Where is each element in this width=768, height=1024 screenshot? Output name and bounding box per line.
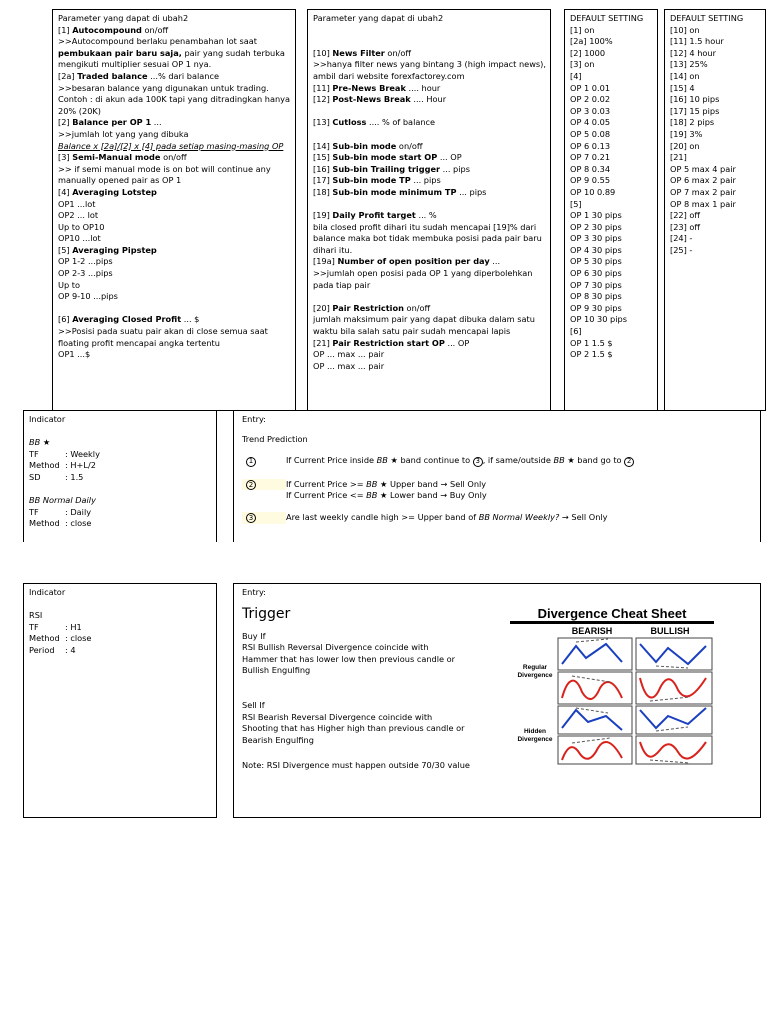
- param2-line: [313, 233, 545, 245]
- param2-param-name: Sub-bin mode minimum TP: [332, 186, 457, 197]
- buy-rule-3: Bullish Engulfing: [242, 665, 311, 676]
- param1-line: [58, 141, 290, 153]
- param2-line: [313, 152, 545, 164]
- param2-text: OP ... max ... pair: [313, 349, 385, 360]
- param1-text: Contoh : di akun ada 100K tapi yang ditradingkan hanya: [58, 94, 291, 105]
- param1-line: [58, 129, 290, 141]
- entry-title: Entry:: [242, 414, 266, 424]
- param2-line: [313, 141, 545, 153]
- tf-label: TF: [29, 448, 39, 459]
- method-label: Method: [29, 460, 60, 471]
- default-setting-item: OP 7 0.21: [570, 152, 611, 163]
- default-setting-item: [4]: [570, 70, 582, 81]
- param1-param-name: pembukaan pair baru saja,: [58, 47, 182, 58]
- param1-param-value: on/off: [160, 152, 187, 163]
- param2-index: [18]: [313, 186, 333, 197]
- param2-line: [313, 25, 545, 37]
- sd-value: : 1.5: [65, 471, 84, 482]
- param1-param-name: Averaging Pipstep: [72, 244, 157, 255]
- param1-line: [58, 268, 290, 280]
- default-setting-item: [13] 25%: [670, 59, 708, 70]
- default-setting-item: OP 6 30 pips: [570, 268, 622, 279]
- param1-text: Balance x [2a]/[2] x [4] pada setiap masing-masing OP: [58, 140, 284, 151]
- default-setting-item: OP 7 30 pips: [570, 279, 622, 290]
- step-3: [242, 512, 755, 524]
- indicator-title-2: Indicator: [29, 587, 66, 597]
- step-3-text-b: → Sell Only: [559, 511, 608, 522]
- default-setting-item: [16] 10 pips: [670, 94, 720, 105]
- param2-line: [313, 245, 545, 257]
- regular-divergence-label-1: Regular: [522, 664, 548, 671]
- buy-rule-2: Hammer that has lower low then previous candle or: [242, 653, 456, 664]
- param1-param-name: Averaging Lotstep: [72, 186, 157, 197]
- default-setting-item: [21]: [670, 152, 687, 163]
- param2-line: [313, 164, 545, 176]
- default-setting-item: OP 1 30 pips: [570, 210, 622, 221]
- default-setting-item: [25] -: [670, 244, 693, 255]
- param2-line: [313, 59, 545, 71]
- default-setting-item: OP 3 30 pips: [570, 233, 622, 244]
- step-1-text: If Current Price inside: [286, 455, 377, 466]
- entry-title-2: Entry:: [242, 587, 266, 597]
- param1-index: [2a]: [58, 70, 78, 81]
- param2-index: [21]: [313, 337, 333, 348]
- param1-line: [58, 338, 290, 350]
- cheat-sheet-title: Divergence Cheat Sheet: [537, 606, 687, 621]
- default-setting-item: [22] off: [670, 210, 701, 221]
- param2-param-value: ... OP: [437, 152, 462, 163]
- divergence-cheat-sheet: [510, 606, 714, 766]
- param2-param-value: ... pips: [456, 186, 487, 197]
- param2-index: [14]: [313, 140, 333, 151]
- default-setting-item: OP 8 30 pips: [570, 291, 622, 302]
- param1-text: OP 1-2 ...pips: [58, 256, 113, 267]
- param1-text: OP 2-3 ...pips: [58, 268, 113, 279]
- param2-line: [313, 71, 545, 83]
- param1-text: OP10 ...lot: [58, 233, 101, 244]
- default-setting-item: OP 9 0.55: [570, 175, 611, 186]
- param1-line: [58, 349, 290, 361]
- param1-line: [58, 303, 290, 315]
- step-1-text-b: band continue to: [397, 455, 473, 466]
- param1-text: OP 9-10 ...pips: [58, 291, 118, 302]
- step-2: [242, 479, 755, 502]
- default-setting-item: OP 1 1.5 $: [570, 337, 613, 348]
- rsi-period-value: : 4: [65, 644, 76, 655]
- param1-text: >>jumlah lot yang yang dibuka: [58, 128, 189, 139]
- bb-star-ref: BB ★: [376, 455, 398, 466]
- trigger-heading: Trigger: [242, 605, 291, 622]
- param1-line: [58, 83, 290, 95]
- sell-if-label: Sell If: [242, 700, 265, 711]
- param1-line: [58, 25, 290, 37]
- param2-param-value: on/off: [384, 47, 412, 58]
- param1-param-name: Balance per OP 1: [72, 117, 152, 128]
- default-setting-item: [12] 4 hour: [670, 47, 716, 58]
- parameter-panel-1: [52, 9, 296, 411]
- param1-param-value: ...: [151, 117, 162, 128]
- param1-line: [58, 13, 290, 25]
- param2-param-value: .... hour: [405, 82, 441, 93]
- default-setting-panel-1: [564, 9, 658, 411]
- param2-param-value: .... Hour: [410, 94, 447, 105]
- regular-bearish-rsi: [562, 676, 622, 699]
- rsi-tf-label: TF: [29, 621, 39, 632]
- default-setting-item: OP 8 0.34: [570, 163, 611, 174]
- default-setting-item: OP 2 1.5 $: [570, 349, 613, 360]
- default-setting-item: OP 6 max 2 pair: [670, 175, 736, 186]
- default-setting-item: OP 4 30 pips: [570, 244, 622, 255]
- param1-text: OP1 ...lot: [58, 198, 96, 209]
- rsi-method-value: : close: [65, 633, 92, 644]
- param2-line: [313, 83, 545, 95]
- param2-line: [313, 199, 545, 211]
- param2-param-name: Pair Restriction start OP: [332, 337, 445, 348]
- default-setting-item: [2a] 100%: [570, 36, 613, 47]
- default-setting-item: [3] on: [570, 59, 595, 70]
- default-setting-item: OP 10 0.89: [570, 186, 616, 197]
- param1-line: [58, 280, 290, 292]
- default-setting-item: DEFAULT SETTING: [670, 13, 744, 23]
- param1-line: [58, 106, 290, 118]
- param1-param-value: pair yang sudah terbuka: [181, 47, 285, 58]
- bb-normal-label: BB Normal Daily: [29, 495, 96, 506]
- default-setting-item: OP 5 0.08: [570, 128, 611, 139]
- param1-text: 20% (20K): [58, 105, 101, 116]
- param1-param-value: ... $: [181, 314, 200, 325]
- default-setting-item: OP 1 0.01: [570, 82, 611, 93]
- param1-line: [58, 222, 290, 234]
- sell-rule-1: RSI Bearish Reversal Divergence coincide with: [242, 711, 433, 722]
- default-setting-item: OP 2 0.02: [570, 94, 611, 105]
- default-setting-item: [1] on: [570, 24, 595, 35]
- default-setting-item: [18] 2 pips: [670, 117, 715, 128]
- param2-line: [313, 129, 545, 141]
- param1-index: [2]: [58, 117, 73, 128]
- default-setting-item: OP 3 0.03: [570, 105, 611, 116]
- parameter-panel-2: [307, 9, 551, 411]
- param1-line: [58, 187, 290, 199]
- param2-text: ambil dari website forexfactorey.com: [313, 70, 465, 81]
- bb-star-label: BB ★: [29, 437, 51, 448]
- param1-param-value: ...% dari balance: [147, 70, 220, 81]
- param2-index: [19]: [313, 210, 333, 221]
- step-2-text-a2: Upper band → Sell Only: [387, 478, 487, 489]
- param1-index: [1]: [58, 24, 73, 35]
- param1-text: OP1 ...$: [58, 349, 91, 360]
- param1-line: [58, 59, 290, 71]
- param1-param-name: Traded balance: [77, 70, 148, 81]
- rsi-tf-value: : H1: [65, 621, 82, 632]
- param1-line: [58, 117, 290, 129]
- step-1: [242, 455, 755, 467]
- param2-text: Parameter yang dapat di ubah2: [313, 13, 444, 23]
- default-setting-list-2: [670, 13, 760, 256]
- param1-text: >> if semi manual mode is on bot will continue any: [58, 163, 271, 174]
- bullish-header: BULLISH: [650, 626, 690, 636]
- param2-text: jumlah maksimum pair yang dapat dibuka dalam satu: [313, 314, 535, 325]
- hidden-bullish-price: [640, 708, 706, 731]
- buy-if-label: Buy If: [242, 630, 266, 641]
- indicator-panel-rsi: [23, 583, 217, 818]
- step-2-text-b2: Lower band → Buy Only: [387, 490, 487, 501]
- default-setting-item: OP 8 max 1 pair: [670, 198, 736, 209]
- param1-line: [58, 210, 290, 222]
- param1-line: [58, 152, 290, 164]
- param2-index: [19a]: [313, 256, 338, 267]
- param1-text: floating profit mencapai angka tertentu: [58, 337, 220, 348]
- tf-value-2: : Daily: [65, 506, 92, 517]
- param2-text: >>jumlah open posisi pada OP 1 yang diperbolehkan: [313, 268, 533, 279]
- param1-param-name: Averaging Closed Profit: [72, 314, 182, 325]
- param2-line: [313, 256, 545, 268]
- step-ref-3: 3: [473, 457, 483, 467]
- param2-param-value: .... % of balance: [366, 117, 436, 128]
- param1-line: [58, 175, 290, 187]
- param2-index: [16]: [313, 163, 333, 174]
- param2-line: [313, 117, 545, 129]
- param2-param-value: ... OP: [444, 337, 470, 348]
- default-setting-item: [23] off: [670, 221, 701, 232]
- param2-line: [313, 13, 545, 25]
- sd-label: SD: [29, 471, 41, 482]
- param2-text: balance maka bot tidak membuka posisi pada pair baru: [313, 233, 542, 244]
- regular-divergence-label-2: Divergence: [517, 672, 553, 679]
- param2-line: [313, 349, 545, 361]
- default-setting-item: OP 9 30 pips: [570, 302, 622, 313]
- param2-text: waktu bila salah satu pair sudah mencapai lapis: [313, 326, 511, 337]
- param2-index: [13]: [313, 117, 333, 128]
- tf-value: : Weekly: [65, 448, 100, 459]
- param2-param-value: ... pips: [410, 175, 441, 186]
- default-setting-item: OP 2 30 pips: [570, 221, 622, 232]
- parameter-list-1: [58, 13, 290, 361]
- param1-index: [5]: [58, 244, 73, 255]
- param1-index: [4]: [58, 186, 73, 197]
- entry-panel-trend: [233, 410, 761, 542]
- param1-line: [58, 314, 290, 326]
- default-setting-item: OP 5 30 pips: [570, 256, 622, 267]
- param2-param-value: ...: [489, 256, 501, 267]
- param2-line: [313, 326, 545, 338]
- param2-line: [313, 338, 545, 350]
- param2-line: [313, 36, 545, 48]
- default-setting-item: [10] on: [670, 24, 700, 35]
- step-2-number: 2: [246, 480, 256, 490]
- param1-line: [58, 245, 290, 257]
- param1-text: mengikuti multiplier sesuai OP 1 nya.: [58, 59, 212, 70]
- hidden-divergence-label-2: Divergence: [517, 736, 553, 743]
- param1-text: Parameter yang dapat di ubah2: [58, 13, 189, 23]
- param2-param-value: ... %: [415, 210, 437, 221]
- bb-star-ref-2: BB ★: [553, 455, 575, 466]
- param2-param-value: ... pips: [440, 163, 470, 174]
- indicator-title: Indicator: [29, 414, 66, 424]
- param1-text: >>besaran balance yang digunakan untuk trading.: [58, 82, 269, 93]
- param2-line: [313, 94, 545, 106]
- sell-rule-3: Bearish Engulfing: [242, 734, 314, 745]
- param2-line: [313, 280, 545, 292]
- trend-prediction-title: Trend Prediction: [242, 433, 308, 444]
- param1-line: [58, 71, 290, 83]
- regular-bearish-price: [562, 639, 622, 664]
- hidden-divergence-label-1: Hidden: [523, 728, 547, 735]
- default-setting-item: OP 7 max 2 pair: [670, 186, 736, 197]
- method-label-2: Method: [29, 518, 60, 529]
- param2-param-name: Daily Profit target: [332, 210, 416, 221]
- param2-param-name: Cutloss: [332, 117, 367, 128]
- param1-line: [58, 233, 290, 245]
- hidden-bearish-price: [562, 708, 622, 730]
- param2-param-name: Number of open position per day: [337, 256, 490, 267]
- bb-star-ref-3: BB ★: [366, 478, 388, 489]
- param2-index: [15]: [313, 152, 333, 163]
- param2-line: [313, 291, 545, 303]
- param1-line: [58, 36, 290, 48]
- param2-param-name: Sub-bin Trailing trigger: [332, 163, 441, 174]
- default-setting-panel-2: [664, 9, 766, 411]
- step-2-text-a: If Current Price >=: [286, 478, 367, 489]
- step-1-number: 1: [246, 457, 256, 467]
- default-setting-item: [11] 1.5 hour: [670, 36, 724, 47]
- param1-text: >>Posisi pada suatu pair akan di close semua saat: [58, 326, 268, 337]
- buy-rule-1: RSI Bullish Reversal Divergence coincide with: [242, 642, 429, 653]
- default-setting-item: [24] -: [670, 233, 693, 244]
- tf-label-2: TF: [29, 506, 39, 517]
- param2-param-name: Pair Restriction: [332, 302, 404, 313]
- parameter-list-2: [313, 13, 545, 372]
- regular-bullish-rsi: [640, 678, 706, 701]
- param1-line: [58, 94, 290, 106]
- method-value-2: : close: [65, 518, 92, 529]
- param2-param-name: Sub-bin mode: [332, 140, 397, 151]
- step-1-text-c: , if same/outside: [482, 455, 554, 466]
- hidden-bullish-rsi: [640, 742, 706, 763]
- param1-text: >>Autocompound berlaku penambahan lot saat: [58, 36, 258, 47]
- param2-text: OP ... max ... pair: [313, 360, 385, 371]
- entry-panel-trigger: [233, 583, 761, 818]
- default-setting-item: [20] on: [670, 140, 700, 151]
- param1-param-name: Autocompound: [72, 24, 142, 35]
- default-setting-item: OP 6 0.13: [570, 140, 611, 151]
- param1-index: [6]: [58, 314, 73, 325]
- param1-line: [58, 164, 290, 176]
- default-setting-item: OP 10 30 pips: [570, 314, 627, 325]
- param1-line: [58, 48, 290, 60]
- param2-param-name: News Filter: [332, 47, 385, 58]
- param2-text: dihari itu.: [313, 244, 353, 255]
- default-setting-item: [6]: [570, 326, 582, 337]
- param2-index: [20]: [313, 302, 333, 313]
- param2-line: [313, 187, 545, 199]
- sell-rule-2: Shooting that has Higher high than previous candle or: [242, 723, 465, 734]
- bb-star-ref-4: BB ★: [366, 490, 388, 501]
- step-3-number: 3: [246, 513, 256, 523]
- default-setting-item: OP 4 0.05: [570, 117, 611, 128]
- param2-line: [313, 361, 545, 373]
- param2-text: pada tiap pair: [313, 279, 371, 290]
- param2-line: [313, 48, 545, 60]
- default-setting-item: [19] 3%: [670, 128, 703, 139]
- step-1-text-d: band go to: [574, 455, 625, 466]
- regular-bullish-price: [640, 644, 706, 668]
- indicator-panel-bb: [23, 410, 217, 542]
- param2-line: [313, 314, 545, 326]
- param2-param-name: Post-News Break: [332, 94, 411, 105]
- param1-line: [58, 256, 290, 268]
- default-setting-item: [17] 15 pips: [670, 105, 720, 116]
- param1-index: [3]: [58, 152, 73, 163]
- hidden-bearish-rsi: [562, 738, 622, 760]
- param1-line: [58, 199, 290, 211]
- param2-index: [10]: [313, 47, 333, 58]
- param2-line: [313, 175, 545, 187]
- default-setting-item: [5]: [570, 198, 582, 209]
- rsi-period-label: Period: [29, 644, 55, 655]
- param2-param-name: Sub-bin mode start OP: [332, 152, 438, 163]
- param1-text: Up to: [58, 279, 81, 290]
- step-ref-2: 2: [624, 457, 634, 467]
- rsi-label: RSI: [29, 610, 43, 621]
- default-setting-item: [14] on: [670, 70, 700, 81]
- param1-param-name: Semi-Manual mode: [72, 152, 161, 163]
- param2-line: [313, 106, 545, 118]
- rsi-method-label: Method: [29, 633, 60, 644]
- param1-text: OP2 ... lot: [58, 210, 99, 221]
- param2-param-name: Sub-bin mode TP: [332, 175, 411, 186]
- param1-param-value: on/off: [141, 24, 169, 35]
- param2-line: [313, 222, 545, 234]
- param1-line: [58, 291, 290, 303]
- param2-line: [313, 303, 545, 315]
- param2-param-name: Pre-News Break: [332, 82, 406, 93]
- default-setting-item: OP 5 max 4 pair: [670, 163, 736, 174]
- param2-text: bila closed profit dihari itu sudah mencapai [19]% dari: [313, 221, 537, 232]
- param2-index: [12]: [313, 94, 333, 105]
- default-setting-item: [2] 1000: [570, 47, 606, 58]
- param1-line: [58, 326, 290, 338]
- bb-normal-weekly-ref: BB Normal Weekly?: [478, 511, 560, 522]
- param2-param-value: on/off: [403, 302, 431, 313]
- param2-index: [17]: [313, 175, 333, 186]
- default-setting-list-1: [570, 13, 652, 361]
- default-setting-item: [15] 4: [670, 82, 695, 93]
- param2-param-value: on/off: [396, 140, 423, 151]
- param1-text: Up to OP10: [58, 221, 105, 232]
- param2-index: [11]: [313, 82, 333, 93]
- param2-line: [313, 210, 545, 222]
- param1-text: manually opened pair as OP 1: [58, 175, 182, 186]
- step-2-text-b: If Current Price <=: [286, 490, 367, 501]
- rsi-note: Note: RSI Divergence must happen outside 70/30 value: [242, 760, 470, 771]
- param2-line: [313, 268, 545, 280]
- step-3-text: Are last weekly candle high >= Upper band of: [286, 511, 479, 522]
- method-value: : H+L/2: [65, 460, 96, 471]
- default-setting-item: DEFAULT SETTING: [570, 13, 644, 23]
- bearish-header: BEARISH: [571, 626, 613, 636]
- param2-text: >>hanya filter news yang bintang 3 (high impact news),: [313, 59, 546, 70]
